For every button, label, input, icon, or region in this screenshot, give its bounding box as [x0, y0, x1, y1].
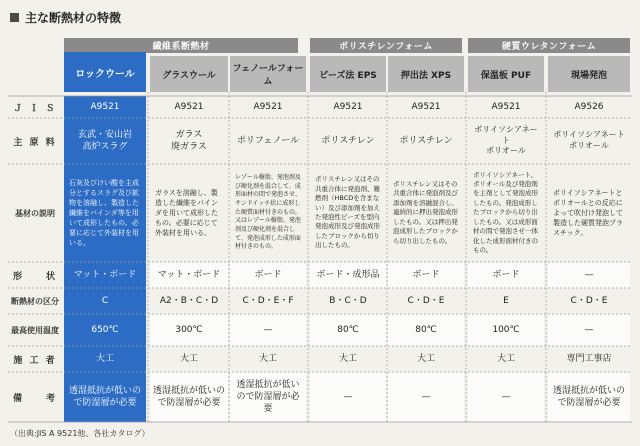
cell-puf-remarks: —	[468, 372, 544, 422]
cell-rockwool-shape: マット・ボード	[64, 262, 146, 288]
row-label-shape: 形 状	[12, 271, 57, 282]
cell-puf-category: E	[503, 295, 509, 306]
cell-eps-maxtemp: 80℃	[310, 314, 386, 346]
cell-eps-remarks: —	[310, 372, 386, 422]
group-fiber: 繊維系断熱材	[64, 38, 298, 53]
cell-glasswool-installer: 大工	[179, 353, 198, 364]
cell-xps-installer: 大工	[416, 353, 435, 364]
cell-puf-maxtemp: 100℃	[468, 314, 544, 346]
column-header-glasswool: グラスウール	[150, 56, 228, 92]
cell-eps-installer: 大工	[338, 353, 357, 364]
group-urethane: 硬質ウレタンフォーム	[468, 38, 630, 53]
cell-rockwool-maxtemp: 650℃	[64, 314, 146, 346]
cell-glasswool-jis: A9521	[174, 101, 204, 112]
cell-glasswool-material: ガラス 廃ガラス	[171, 129, 207, 152]
cell-puf-shape: ボード	[468, 262, 544, 288]
cell-glasswool-description: ガラスを溶融し、製造した繊維をバインダを用いて成形したもの。必要に応じて外装材を用いる。	[155, 188, 218, 238]
cell-spray-shape: —	[548, 262, 630, 288]
row-label-installer: 施 工 者	[13, 355, 57, 366]
row-label-material: 主 原 料	[13, 137, 57, 148]
cell-spray-material: ポリイソシアネート ポリオール	[553, 130, 625, 150]
source-note: （出典:JIS A 9521他、各社カタログ）	[10, 429, 150, 438]
cell-xps-remarks: —	[388, 372, 464, 422]
cell-puf-description: ポリイソシアネート、ポリオール及び発泡剤を主剤として発泡成形したもの。発泡成形したブロックから切り出したもの。又は成形面材の間で発泡させ一体化した成形面材付きのもの。	[473, 170, 538, 254]
cell-rockwool-jis: A9521	[64, 96, 146, 118]
cell-rockwool-remarks: 透湿抵抗が低いので防湿層が必要	[64, 372, 146, 422]
row-label-description: 基材の説明	[15, 208, 55, 218]
column-header-eps: ビーズ法 EPS	[310, 56, 386, 92]
column-header-puf: 保温板 PUF	[468, 56, 544, 92]
cell-rockwool-installer: 大工	[64, 346, 146, 372]
row-label-maxtemp: 最高使用温度	[11, 325, 59, 335]
row-label-remarks: 備 考	[12, 393, 57, 404]
cell-phenolic-material: ポリフェノール	[236, 135, 300, 146]
cell-eps-description: ポリスチレン又はその共重合体に発泡剤、難燃剤（HBCDを含まない）及び添加剤を加えた発泡性ビーズを型内発泡成形及び発泡成形したブロックから切り出したもの。	[315, 175, 380, 250]
cell-phenolic-category: C・D・E・F	[242, 295, 294, 306]
cell-rockwool-description: 石灰及びけい酸を主成分とするスラグ及び鉱物を溶融し、製造した繊維をバインダ等を用いて成形したもの。必要に応じて外装材を用いる。	[64, 164, 146, 262]
cell-xps-maxtemp: 80℃	[388, 314, 464, 346]
row-label-category: 断熱材の区分	[11, 296, 59, 306]
cell-xps-jis: A9521	[411, 101, 441, 112]
cell-eps-material: ポリスチレン	[321, 135, 375, 146]
cell-rockwool-category: C	[64, 288, 146, 314]
cell-spray-description: ポリイソシアネートとポリオールとの反応によって吹付け発泡して製造した硬質発泡プラスチック。	[553, 188, 623, 238]
cell-eps-shape: ボード・成形品	[310, 262, 386, 288]
cell-glasswool-maxtemp: 300℃	[150, 314, 228, 346]
cell-glasswool-remarks: 透湿抵抗が低いので防湿層が必要	[150, 372, 228, 422]
cell-phenolic-maxtemp: —	[230, 314, 306, 346]
cell-spray-category: C・D・E	[570, 295, 608, 306]
group-polystyrene: ポリスチレンフォーム	[310, 38, 462, 53]
cell-xps-description: ポリスチレン又はその共重合体に発泡剤及び添加剤を溶融混合し、連続的に押出発泡成形したもの。又は押出発泡成形したブロックから切り出したもの。	[393, 180, 458, 245]
cell-spray-installer: 専門工事店	[566, 353, 612, 364]
column-header-rockwool: ロックウール	[64, 52, 146, 92]
cell-spray-remarks: 透湿抵抗が低いので防湿層が必要	[548, 372, 630, 422]
column-header-spray: 現場発泡	[548, 56, 630, 92]
cell-phenolic-installer: 大工	[258, 353, 277, 364]
cell-eps-category: B・C・D	[329, 295, 367, 306]
cell-phenolic-jis: A9521	[253, 101, 283, 112]
cell-phenolic-shape: ボード	[230, 262, 306, 288]
cell-xps-category: C・D・E	[407, 295, 445, 306]
title-square-icon	[10, 13, 19, 22]
column-header-phenolic: フェノールフォーム	[230, 56, 306, 92]
cell-puf-material: ポリイソシアネート ポリオール	[474, 124, 538, 156]
page-title-text: 主な断熱材の特徴	[25, 10, 122, 25]
cell-phenolic-remarks: 透湿抵抗が低いので防湿層が必要	[230, 372, 306, 422]
cell-xps-shape: ボード	[388, 262, 464, 288]
cell-phenolic-description: レゾール樹脂、発泡剤及び硬化剤を混合して、成形面材の間で発泡させ、サンドイッチ状に成形した硬質面材付きのもの。又はレゾール樹脂、発泡剤及び硬化剤を混合して、発泡成形した成形面材付きのもの。	[235, 173, 301, 251]
cell-xps-material: ポリスチレン	[399, 135, 453, 146]
row-label-jis: Ｊ Ｉ Ｓ	[13, 103, 57, 114]
cell-rockwool-material: 玄武・安山岩 高炉スラグ	[64, 118, 146, 164]
column-header-xps: 押出法 XPS	[388, 56, 464, 92]
cell-glasswool-shape: マット・ボード	[150, 262, 228, 288]
cell-spray-jis: A9526	[574, 101, 604, 112]
cell-eps-jis: A9521	[333, 101, 363, 112]
page-title	[10, 6, 121, 28]
cell-puf-installer: 大工	[496, 353, 515, 364]
cell-spray-maxtemp: —	[548, 314, 630, 346]
cell-glasswool-category: A2・B・C・D	[159, 295, 219, 306]
cell-puf-jis: A9521	[491, 101, 521, 112]
